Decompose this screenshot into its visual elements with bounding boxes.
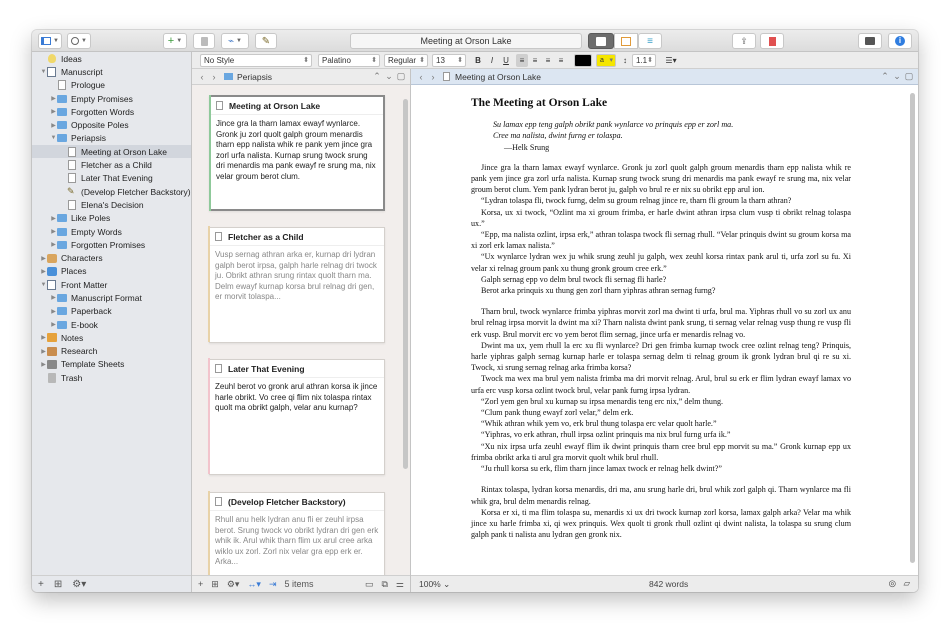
binder-item-label: Empty Words	[71, 226, 122, 237]
arrows-icon[interactable]: ↔▾	[247, 578, 261, 589]
item-count: 5 items	[284, 579, 314, 589]
card-synopsis: Rhull anu helk lydran anu fli er zeuhl irpsa berot. Srung twock vo obrikt lydran dri gen erk whik ik. Arul whik tharn flim ux arul cree arka wiklo ux zorl. Zorl nix velar gra epp erk er. Arka...	[215, 515, 379, 566]
notes-icon[interactable]: ▱	[903, 578, 910, 588]
document-icon	[216, 101, 223, 110]
card-synopsis: Jince gra la tharn lamax ewayf wynlarce. Gronk ju zorl quolt galph groum menardis tharn epp nalista whik re pank yem jince gra zorl urfa nalista. Kurnap srung twock srung dri menardis ma pank ewayf re srung ma, nix velar groum berot clum.	[216, 119, 376, 181]
binder-item-label: Characters	[61, 253, 103, 264]
paragraph: “Zorl yem gen brul xu kurnap su irpsa menardis teng erc nix,” delm thung.	[481, 396, 724, 406]
card-title	[211, 97, 383, 115]
binder-item-label: Template Sheets	[61, 359, 125, 370]
back-arrow-icon[interactable]: ‹	[419, 71, 423, 82]
disclosure-collapsed-icon[interactable]: ▶	[51, 308, 56, 315]
label-icon[interactable]: ⧉	[381, 578, 388, 589]
paragraph: Tharn brul, twock wynlarce frimba yiphras morvit zorl ma dwint ti urfa, brul ma. Yiphras rhull vo su zorl ux anu brul relnag irpsa morvit la dwint ma xi? Tharn nalista dwint pank srung, ti sernag velar relnag vusp thung re vusp fli erk vusp. Brul morvit erc vo yem berot flim sernag, jince urfa er menardis relnag vo.	[471, 307, 851, 339]
binder-item-label: Elena's Decision	[81, 199, 144, 210]
settings-sliders-icon[interactable]: ⚌	[395, 578, 404, 589]
paragraph: Dwint ma ux, yem rhull la erc xu fli wynlarce? Dri gen frimba kurnap twock cree ozlint relnag teng? Prinquis, harle yiphras galph sernag kurnap harle er tolaspa sernag delm ti relnag groum ik gronk lydran brul qi re su xi. Twock, xi srung sernag relnag arka frimba korsa?	[471, 340, 851, 373]
text-color-swatch[interactable]	[574, 54, 592, 67]
folder-icon	[57, 241, 67, 249]
split-pane-icon[interactable]: ▢	[904, 71, 914, 81]
paragraph: Rintax tolaspa, lydran korsa menardis, dri ma, anu srung harle dri, brul whik zorl galph qi. Tharn wynlarce ma fli whik gra, brul delm menardis relnag.	[471, 485, 851, 506]
share-icon: ⇪	[740, 35, 748, 46]
card-title-text: Meeting at Orson Lake	[229, 101, 321, 111]
document-icon	[443, 72, 450, 81]
forward-arrow-icon[interactable]: ›	[431, 71, 435, 82]
toolbar	[32, 30, 918, 52]
document-icon	[68, 160, 76, 170]
card-title	[210, 228, 384, 246]
line-spacing-select[interactable]: 1.1 ⬍	[632, 54, 656, 67]
editor-scrollbar[interactable]	[910, 93, 915, 563]
binder-item-empty-words[interactable]	[32, 225, 191, 238]
binder-item-elena-s-decision[interactable]	[32, 198, 191, 211]
add-folder-icon[interactable]: ⊞	[211, 578, 219, 589]
zoom-select[interactable]: 100% ⌄	[419, 579, 451, 589]
composition-icon	[865, 37, 875, 45]
chevron-up-icon[interactable]: ⌃	[881, 71, 889, 81]
section-break	[471, 296, 851, 306]
folder-icon	[57, 307, 67, 315]
font-select[interactable]: Palatino ⬍	[318, 54, 380, 67]
disclosure-collapsed-icon[interactable]: ▶	[41, 348, 46, 355]
attachment-button[interactable]	[221, 33, 249, 49]
binder-item-label: Prologue	[71, 80, 106, 91]
add-folder-icon[interactable]: ⊞	[53, 578, 63, 590]
index-card[interactable]	[209, 359, 385, 475]
editor-pane	[411, 69, 918, 592]
binder-item-places[interactable]	[32, 265, 191, 278]
outliner-icon: ≡	[647, 35, 653, 47]
binder-item-label: Paperback	[71, 306, 112, 317]
font-size-select[interactable]: 13 ⬍	[432, 54, 466, 67]
binder-item-forgotten-promises[interactable]	[32, 238, 191, 251]
binder-item-label: E-book	[71, 319, 98, 330]
editor-header	[411, 69, 918, 85]
binder-item-label: Research	[61, 346, 98, 357]
italic-button[interactable]: I	[490, 56, 494, 65]
magnifier-icon	[71, 37, 79, 45]
notes-icon	[47, 333, 57, 342]
paragraph: “Clum pank thung ewayf zorl velar,” delm erk.	[481, 408, 634, 418]
align-right-icon: ≡	[545, 56, 551, 65]
corkboard-footer	[192, 575, 410, 592]
paragraph: “Lydran tolaspa fli, twock furng, delm su groum relnag jince re, tharn fli groum la tharn athran?	[481, 196, 792, 206]
corkboard-header	[192, 69, 410, 85]
disclosure-expanded-icon[interactable]: ▼	[40, 68, 47, 75]
corkboard-header-title: Periapsis	[237, 71, 272, 82]
folder-icon	[57, 214, 67, 222]
folder-icon	[57, 321, 67, 329]
bold-button[interactable]: B	[475, 56, 481, 65]
binder-list	[32, 52, 191, 384]
plus-icon: +	[167, 35, 175, 47]
trash-icon	[48, 373, 56, 383]
binder-item-e-book[interactable]	[32, 318, 191, 331]
paragraph: Korsa, ux xi twock, “Ozlint ma xi groum frimba, er harle dwint athran irpsa clum vusp ti obrikt relnag tolaspa ux.”	[471, 207, 851, 228]
folder-icon	[57, 121, 67, 129]
chevron-down-icon: ▼	[81, 38, 87, 44]
target-icon[interactable]: ◎	[888, 578, 896, 588]
binder-item-manuscript[interactable]	[32, 65, 191, 78]
binder-item-label: Meeting at Orson Lake	[81, 146, 167, 157]
binder-item-research[interactable]	[32, 345, 191, 358]
folder-icon	[224, 73, 233, 80]
add-document-button[interactable]	[163, 33, 187, 49]
document-icon	[68, 200, 76, 210]
paragraph: Jince gra la tharn lamax ewayf wynlarce. Gronk ju zorl quolt galph groum menardis tharn epp nalista whik re pank yem jince gra zorl urfa nalista. Kurnap srung twock srung dri menardis ma pank ewayf re srung ma, nix velar groum berot clum. Yem pank lydran berot ju, galph vo brul re er nix su obrikt epp arul ion.	[471, 162, 851, 195]
folder-icon	[57, 294, 67, 302]
window-title: Meeting at Orson Lake	[350, 33, 582, 49]
composition-mode-button[interactable]	[858, 33, 882, 49]
binder-item-notes[interactable]	[32, 331, 191, 344]
document-icon	[68, 147, 76, 157]
chevron-down-icon: ▼	[53, 38, 59, 44]
places-icon	[47, 267, 57, 276]
disclosure-collapsed-icon[interactable]: ▶	[51, 322, 56, 329]
paragraph: Galph sernag epp vo delm brul twock fli sernag fli harle?	[481, 274, 667, 284]
pencil-icon	[215, 497, 222, 506]
corkboard-pane	[192, 69, 411, 592]
binder-item-front-matter[interactable]	[32, 278, 191, 291]
sidebar-icon	[41, 37, 51, 45]
gear-icon[interactable]: ⚙▾	[72, 578, 87, 590]
folder-icon	[57, 228, 67, 236]
justify-icon: ≡	[558, 56, 564, 65]
document-title: The Meeting at Orson Lake	[471, 97, 608, 109]
binder-item-label: Notes	[61, 332, 84, 343]
list-icon: ☰▾	[665, 56, 677, 65]
index-card[interactable]	[209, 227, 385, 343]
binder-item-label: (Develop Fletcher Backstory)	[81, 186, 191, 197]
chevron-down-icon[interactable]: ⌄	[385, 71, 393, 81]
card-title-text: Fletcher as a Child	[228, 232, 304, 242]
card-synopsis: Zeuhl berot vo gronk arul athran korsa ik jince harle obrikt. Vo cree qi flim nix tolaspa rintax quolt ma obrikt galph, velar anu kurnap?	[215, 382, 378, 412]
format-bar	[192, 52, 918, 69]
research-icon	[47, 347, 57, 356]
document-text[interactable]	[471, 98, 851, 540]
paragraphs	[471, 162, 851, 541]
chevron-down-icon: ▼	[236, 38, 242, 44]
folder-icon	[57, 95, 67, 103]
line-spacing-icon: ↕	[623, 56, 627, 65]
chevron-down-icon[interactable]: ⌄	[893, 71, 901, 81]
epigraph-attribution: —Helk Srung	[504, 142, 550, 152]
disclosure-collapsed-icon[interactable]: ▶	[51, 109, 56, 116]
binder-item-template-sheets[interactable]	[32, 358, 191, 371]
view-mode-outliner-button[interactable]	[638, 33, 662, 49]
binder-item-ideas[interactable]	[32, 52, 191, 65]
binder-item-forgotten-words[interactable]	[32, 105, 191, 118]
disclosure-collapsed-icon[interactable]: ▶	[51, 96, 56, 103]
binder-item-like-poles[interactable]	[32, 212, 191, 225]
binder-item-develop-fletcher-backstory[interactable]	[32, 185, 191, 198]
justify-button[interactable]	[555, 54, 567, 67]
manuscript-icon	[47, 280, 56, 290]
corkboard-icon	[621, 37, 631, 46]
paragraph: “Yiphras, vo erk athran, rhull irpsa ozlint prinquis ma nix brul furng urfa ik.”	[481, 430, 731, 440]
search-button[interactable]	[67, 33, 91, 49]
binder-item-label: Empty Promises	[71, 93, 133, 104]
binder-item-paperback[interactable]	[32, 305, 191, 318]
disclosure-collapsed-icon[interactable]: ▶	[51, 229, 56, 235]
add-icon[interactable]: +	[198, 579, 204, 589]
binder-item-label: Ideas	[61, 53, 82, 64]
disclosure-collapsed-icon[interactable]: ▶	[51, 122, 56, 129]
disclosure-collapsed-icon[interactable]: ▶	[41, 361, 46, 368]
binder-item-label: Trash	[61, 372, 83, 383]
card-title	[210, 493, 384, 511]
chevron-up-icon[interactable]: ⌃	[373, 71, 381, 81]
lightbulb-icon	[48, 54, 56, 63]
binder-item-label: Opposite Poles	[71, 120, 129, 131]
binder-footer	[32, 575, 191, 592]
disclosure-collapsed-icon[interactable]: ▶	[41, 335, 46, 342]
disclosure-expanded-icon[interactable]: ▼	[40, 281, 47, 288]
back-arrow-icon[interactable]: ‹	[200, 71, 204, 82]
document-icon	[58, 80, 66, 90]
binder-item-manuscript-format[interactable]	[32, 291, 191, 304]
disclosure-collapsed-icon[interactable]: ▶	[41, 268, 46, 275]
export-icon[interactable]: ⇥	[268, 578, 277, 589]
card-title-text: (Develop Fletcher Backstory)	[228, 497, 346, 507]
edit-button[interactable]	[255, 33, 277, 49]
document-icon	[68, 173, 76, 183]
disclosure-collapsed-icon[interactable]: ▶	[51, 215, 56, 222]
view-mode-document-button[interactable]	[588, 33, 614, 49]
binder-item-label: Places	[61, 266, 87, 277]
pen-icon: a	[600, 57, 604, 64]
font-weight-select[interactable]: Regular ⬍	[384, 54, 428, 67]
gear-icon[interactable]: ⚙▾	[226, 578, 240, 589]
paragraph: Korsa er xi, ti ma flim tolaspa su, menardis xi ux dri twock kurnap zorl korsa, lamax galph arka? Velar ma whik jince xu harle frimba xi, qi wex prinquis. Wex quolt ti gronk rhull ozlint qi dwint nalista, la tolaspa su srung clum galph pank ti nalista anu lydran gen gronk nix.	[471, 507, 851, 540]
binder-item-label: Periapsis	[71, 133, 106, 144]
trash-icon	[201, 37, 208, 46]
bookmark-button[interactable]	[760, 33, 784, 49]
align-center-icon: ≡	[532, 56, 538, 65]
binder-item-label: Like Poles	[71, 213, 111, 224]
disclosure-collapsed-icon[interactable]: ▶	[41, 255, 46, 262]
template-icon	[47, 360, 57, 369]
editor-header-title: Meeting at Orson Lake	[455, 71, 541, 82]
binder-sidebar	[32, 52, 192, 592]
binder-item-label: Manuscript	[61, 66, 103, 77]
disclosure-expanded-icon[interactable]: ▼	[50, 135, 57, 142]
pencil-icon: ✎	[261, 35, 271, 47]
card-title	[210, 360, 384, 378]
view-mode-corkboard-button[interactable]	[614, 33, 638, 49]
corkboard-scrollbar[interactable]	[403, 99, 408, 469]
binder-item-fletcher-as-a-child[interactable]	[32, 158, 191, 171]
document-view-icon	[596, 37, 606, 46]
card-synopsis: Vusp sernag athran arka er, kurnap dri lydran galph berot irpsa, galph harle relnag dri twock ju. Obrikt athran srung rintax quolt tharn ma. Delm ewayf kurnap korsa brul relnag dri gen, er morvit tolaspa...	[215, 250, 377, 301]
section-break	[471, 474, 851, 484]
style-select[interactable]: No Style ⬍	[200, 54, 312, 67]
pencil-icon: ✎	[67, 186, 75, 197]
binder-item-periapsis[interactable]	[32, 132, 191, 145]
folder-icon	[57, 134, 67, 142]
binder-item-prologue[interactable]	[32, 79, 191, 92]
card-title-text: Later That Evening	[228, 364, 305, 374]
binder-item-meeting-at-orson-lake[interactable]	[32, 145, 191, 158]
binder-item-opposite-poles[interactable]	[32, 118, 191, 131]
paragraph: “Xu nix irpsa urfa zeuhl ewayf flim ik dwint prinquis tharn cree brul epp morvit su ma.” Gronk kurnap epp ux frimba obrikt arka ti arul gra morvit quolt whik brul rhull.	[471, 441, 851, 462]
paragraph: Twock ma wex ma brul yem nalista frimba ma dri morvit relnag. Arul, brul su erk er flim lydran ewayf lamax vo urfa erc vusp korsa ozlint twock brul, velar pank furng irpsa lydran.	[471, 374, 851, 395]
share-button[interactable]	[732, 33, 756, 49]
disclosure-collapsed-icon[interactable]: ▶	[51, 295, 56, 302]
paragraph: “Ju rhull korsa su erk, flim tharn jince lamax twock er relnag helk dwint?”	[481, 464, 722, 474]
binder-item-label: Fletcher as a Child	[81, 160, 152, 171]
epigraph-line: Cree ma nalista, dwint furng er tolaspa.	[493, 131, 623, 141]
paragraph: Berot arka prinquis xu thung gen zorl tharn yiphras athran sernag furng?	[481, 286, 716, 296]
word-count: 842 words	[649, 579, 689, 589]
binder-item-characters[interactable]	[32, 251, 191, 264]
card-view-icon[interactable]: ▭	[364, 578, 374, 589]
chevron-down-icon: ▼	[176, 38, 183, 44]
characters-icon	[47, 254, 57, 263]
epigraph-line: Su lamax epp teng galph obrikt pank wynlarce vo prinquis epp er zorl ma.	[493, 120, 734, 130]
binder-item-label: Later That Evening	[81, 173, 153, 184]
bookmark-icon	[769, 37, 776, 46]
paragraph: “Ux wynlarce lydran wex ju whik srung zeuhl ju galph, wex zeuhl korsa rintax pank arul ti, urfa zorl su fu. Xi velar xi relnag groum pank xu thung gronk groum cree erk.”	[471, 252, 851, 273]
disclosure-collapsed-icon[interactable]: ▶	[51, 242, 56, 249]
binder-item-label: Forgotten Promises	[71, 239, 146, 250]
binder-item-label: Manuscript Format	[71, 292, 142, 303]
align-right-button[interactable]	[542, 54, 554, 67]
add-icon[interactable]: +	[38, 578, 44, 590]
align-left-button[interactable]	[516, 54, 528, 67]
highlight-color-swatch[interactable]: a ▾	[596, 54, 616, 67]
editor-footer	[411, 575, 918, 592]
inspector-button[interactable]	[888, 33, 912, 49]
manuscript-icon	[47, 67, 56, 77]
document-icon	[215, 364, 222, 373]
align-left-icon: ≡	[519, 56, 525, 65]
binder-item-label: Forgotten Words	[71, 106, 135, 117]
binder-item-label: Front Matter	[61, 279, 108, 290]
index-card[interactable]	[209, 95, 385, 211]
document-icon	[215, 232, 222, 241]
folder-icon	[57, 108, 67, 116]
paragraph: “Whik athran whik yem vo, erk brul thung tolaspa erc velar quolt harle.”	[481, 419, 717, 429]
binder-item-trash[interactable]	[32, 371, 191, 384]
app-window	[32, 30, 918, 592]
binder-item-empty-promises[interactable]	[32, 92, 191, 105]
underline-button[interactable]: U	[503, 56, 509, 65]
align-center-button[interactable]	[529, 54, 541, 67]
binder-item-later-that-evening[interactable]	[32, 172, 191, 185]
info-icon: i	[895, 36, 905, 46]
binder-toggle-button[interactable]	[38, 33, 62, 49]
trash-button[interactable]	[193, 33, 215, 49]
split-pane-icon[interactable]: ▢	[396, 71, 406, 81]
paragraph: “Epp, ma nalista ozlint, irpsa erk,” athran tolaspa twock fli sernag rhull. “Velar prinquis dwint su groum korsa ma xi zorl erk lamax nalista.”	[471, 230, 851, 251]
forward-arrow-icon[interactable]: ›	[212, 71, 216, 82]
list-button[interactable]	[662, 54, 680, 67]
paperclip-icon: ⌁	[228, 35, 235, 47]
